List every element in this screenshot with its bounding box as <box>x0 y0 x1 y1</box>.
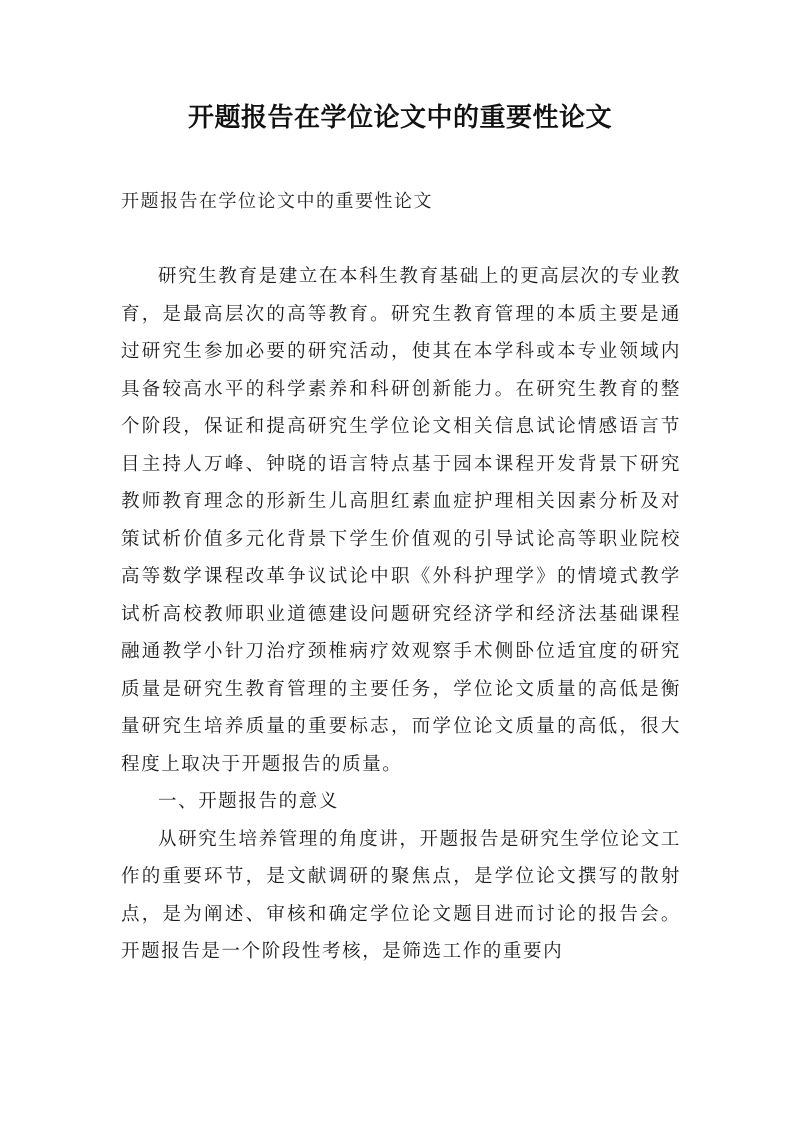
document-subtitle: 开题报告在学位论文中的重要性论文 <box>121 191 433 212</box>
document-body <box>121 258 681 971</box>
body-paragraph-1: 研究生教育是建立在本科生教育基础上的更高层次的专业教育，是最高层次的高等教育。研究生教育管理的本质主要是通过研究生参加必要的研究活动，使其在本学科或本专业领域内具备较高水平的科学素养和科研创新能力。在研究生教育的整个阶段，保证和提高研究生学位论文相关信息试论情感语言节目主持人万峰、钟晓的语言特点基于园本课程开发背景下研究教师教育理念的形新生儿高胆红素血症护理相关因素分析及对策试析价值多元化背景下学生价值观的引导试论高等职业院校高等数学课程改革争议试论中职《外科护理学》的情境式教学试析高校教师职业道德建设问题研究经济学和经济法基础课程融通教学小针刀治疗颈椎病疗效观察手术侧卧位适宜度的研究质量是研究生教育管理的主要任务，学位论文质量的高低是衡量研究生培养质量的重要标志，而学位论文质量的高低，很大程度上取决于开题报告的质量。 <box>121 266 681 775</box>
section-paragraph-1: 从研究生培养管理的角度讲，开题报告是研究生学位论文工作的重要环节，是文献调研的聚焦点，是学位论文撰写的散射点，是为阐述、审核和确定学位论文题目进而讨论的报告会。开题报告是一个阶段性考核，是筛选工作的重要内 <box>121 828 681 962</box>
section-heading: 一、开题报告的意义 <box>158 791 339 812</box>
document-title: 开题报告在学位论文中的重要性论文 <box>187 103 612 133</box>
